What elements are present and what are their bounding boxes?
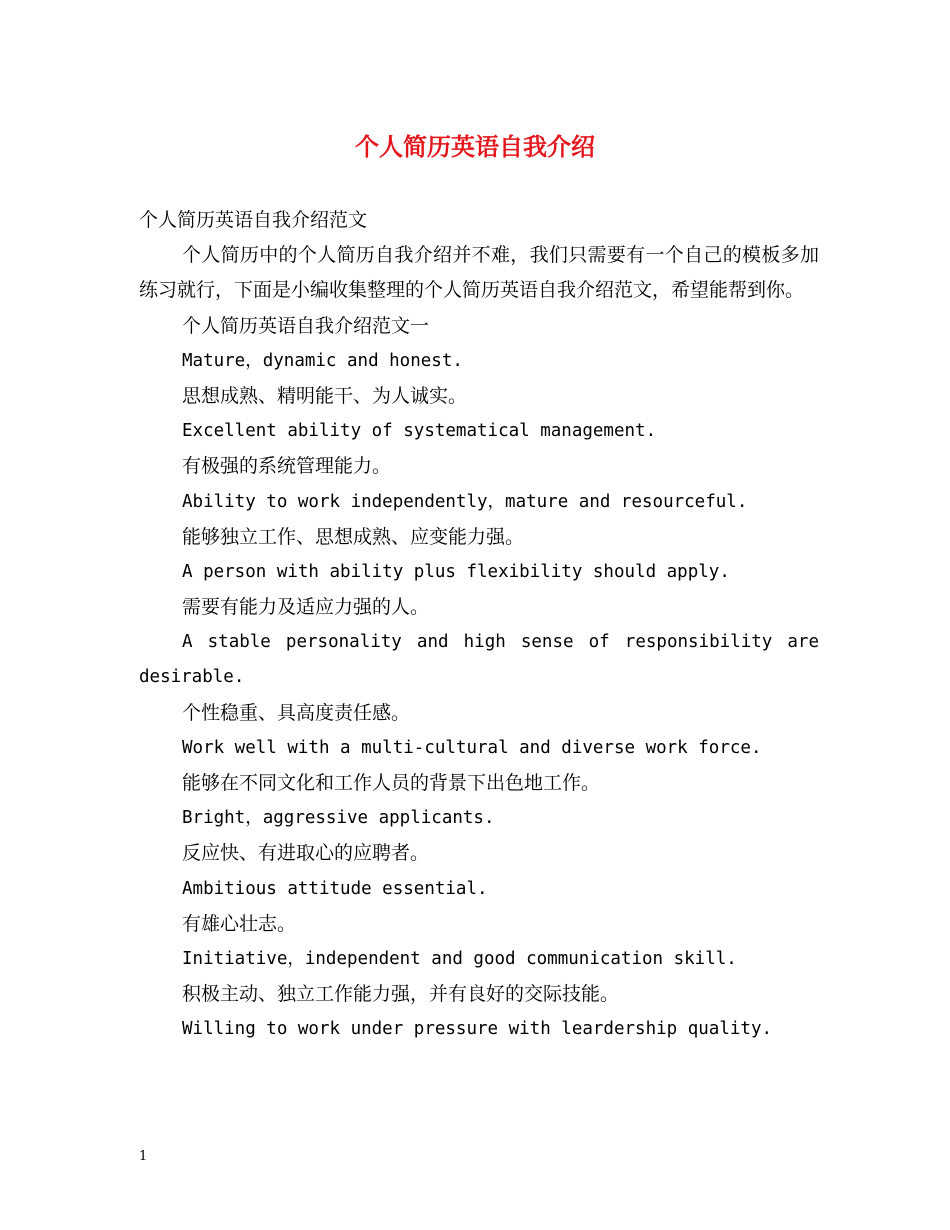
text-line: 个性稳重、具高度责任感。 (182, 701, 411, 724)
text-line: Initiative，independent and good communication skill. (182, 949, 737, 969)
document-body (139, 203, 819, 1048)
document-title: 个人简历英语自我介绍 (355, 132, 595, 161)
text-line: 反应快、有进取心的应聘者。 (182, 842, 430, 865)
text-line: Mature，dynamic and honest. (182, 350, 463, 371)
page-number: 1 (139, 1149, 148, 1164)
section-heading: 个人简历英语自我介绍范文一 (182, 314, 430, 337)
text-line: 思想成熟、精明能干、为人诚实。 (182, 384, 468, 407)
wrapped-text-line: A stable personality and high sense of responsibility are desirable. (139, 632, 819, 688)
document-heading: 个人简历英语自我介绍范文 (139, 209, 368, 231)
text-line: 能够在不同文化和工作人员的背景下出色地工作。 (182, 772, 601, 795)
text-line: Work well with a multi-cultural and diverse work force. (182, 737, 762, 758)
text-line: 有极强的系统管理能力。 (182, 455, 392, 478)
text-line: Willing to work under pressure with leardership quality. (182, 1019, 773, 1040)
text-line: 有雄心壮志。 (182, 912, 297, 935)
text-line: 能够独立工作、思想成熟、应变能力强。 (182, 525, 525, 548)
text-line: Ambitious attitude essential. (182, 878, 488, 899)
text-line: 需要有能力及适应力强的人。 (182, 596, 430, 619)
intro-paragraph: 个人简历中的个人简历自我介绍并不难，我们只需要有一个自己的模板多加练习就行，下面是小编收集整理的个人简历英语自我介绍范文，希望能帮到你。 (139, 244, 819, 302)
text-line: 积极主动、独立工作能力强，并有良好的交际技能。 (182, 983, 620, 1006)
text-line: Excellent ability of systematical management. (182, 421, 657, 442)
text-line: Bright，aggressive applicants. (182, 808, 495, 829)
text-line: Ability to work independently，mature and resourceful. (182, 491, 748, 512)
text-line: A person with ability plus flexibility should apply. (182, 561, 730, 582)
